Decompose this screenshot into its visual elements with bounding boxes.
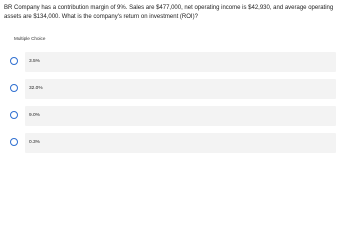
question-text: BR Company has a contribution margin of 9%. Sales are $477,000, net operating income is $42,930, and average operating assets are $134,000. What is the company's return on investment (ROI)? [4,5,334,21]
answer-option-3[interactable] [10,106,336,128]
answer-option-box-4[interactable] [25,133,336,153]
radio-button-2[interactable] [10,84,18,92]
radio-button-4[interactable] [10,138,18,146]
answer-option-2[interactable] [10,79,336,101]
radio-button-3[interactable] [10,111,18,119]
multiple-choice-label: Multiple Choice [14,36,46,41]
radio-button-1[interactable] [10,57,18,65]
answer-option-box-1[interactable] [25,52,336,72]
answer-option-label-2: 32.0% [29,86,43,91]
answer-option-label-1: 3.5% [29,59,40,64]
answer-option-4[interactable] [10,133,336,155]
answer-option-1[interactable] [10,52,336,74]
answer-option-label-3: 9.0% [29,113,40,118]
answer-option-box-3[interactable] [25,106,336,126]
answer-option-box-2[interactable] [25,79,336,99]
answer-option-label-4: 0.3% [29,140,40,145]
answer-options [10,52,336,160]
